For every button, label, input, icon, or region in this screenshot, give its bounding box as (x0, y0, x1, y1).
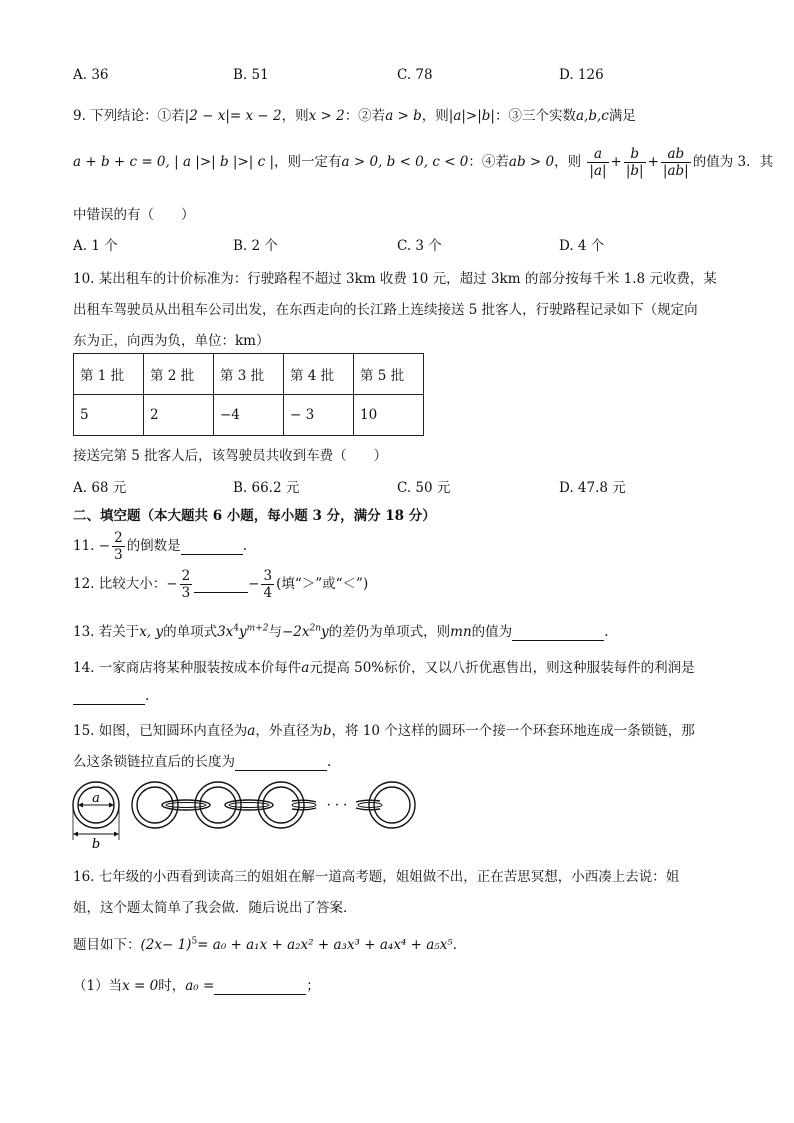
q10-table (73, 353, 424, 436)
q9-choice-c: C. 3 个 (397, 238, 442, 254)
q9-cond: |a|>|b| (448, 108, 495, 124)
q13-term1-y: y (239, 624, 247, 640)
q15-ring-chain-figure (66, 780, 426, 852)
q13-text: 13. 若关于 (73, 624, 140, 640)
table-header-cell: 第 4 批 (284, 354, 354, 395)
q9-fraction-2: $\frac{b}{|b|}$ (625, 146, 644, 179)
q15-text: ，外直径为 (255, 723, 323, 739)
q9-line3: 中错误的有（ ） (73, 207, 195, 223)
q9-text: 的值为 3．其 (692, 154, 774, 170)
q9-line2: a + b + c = 0, | a |>| b |>| c |，则一定有a > 0, b < 0, c < 0：④若ab > 0，则 $\frac{a}{|a|}$ + $\frac{b}{|b|}$ + $\frac{ab}{|ab|}$ 的值为 3．其 (73, 146, 774, 179)
q8-choice-d: D. 126 (559, 67, 604, 83)
q9-text: ，则 (281, 108, 309, 124)
q16-line1: 16. 七年级的小西看到读高三的姐姐在解一道高考题，姐姐做不出，正在苦思冥想，小西凑上去说：姐 (73, 869, 680, 885)
q8-choice-b: B. 51 (233, 67, 269, 83)
ellipsis-dots: · · · (326, 798, 348, 813)
q12-fraction-2: $\frac{3}{4}$ (263, 568, 273, 601)
q16-end: ； (306, 978, 320, 994)
q9-abs-expr: |2 − x|= x − 2 (184, 108, 282, 124)
q9-text: ，则 (554, 154, 582, 170)
q13-mn: mn (450, 624, 472, 640)
table-cell: − 3 (284, 395, 354, 436)
q15-text: ，将 10 个这样的圆环一个接一个环套环地连成一条锁链，那 (331, 723, 695, 739)
q9-choice-a: A. 1 个 (73, 238, 118, 254)
q9-fraction-1: $\frac{a}{|a|}$ (589, 146, 607, 179)
q10-question: 接送完第 5 批客人后，该驾驶员共收到车费（ ） (73, 448, 388, 464)
q9-text: 满足 (608, 108, 636, 124)
q11-end: . (242, 538, 247, 554)
q16-end: ． (452, 937, 467, 953)
chain-ring (258, 782, 304, 828)
q13 (73, 620, 724, 641)
q11-number: 11. (73, 538, 95, 554)
chain-link (225, 800, 273, 810)
table-header-cell: 第 5 批 (354, 354, 424, 395)
q10-choice-d: D. 47.8 元 (559, 480, 626, 496)
q15-line1 (73, 719, 724, 739)
q12-sign: − (248, 576, 260, 592)
q13-text: 的差仍为单项式，则 (328, 624, 451, 640)
q11 (73, 530, 724, 563)
q13-text: 的值为 (471, 624, 513, 640)
q14-text: 14. 一家商店将某种服装按成本价每件 (73, 660, 302, 676)
q13-end: . (604, 624, 609, 640)
q16-text: 题目如下： (73, 937, 141, 953)
q13-exp: 2n (309, 623, 322, 634)
q9-vars: a,b,c (575, 108, 609, 124)
q9-text: ：②若 (344, 108, 386, 124)
q15-answer-blank (235, 754, 327, 771)
q9-choice-d: D. 4 个 (559, 238, 605, 254)
chain-ring (132, 782, 178, 828)
q14-answer-blank (73, 688, 145, 705)
table-row (74, 395, 424, 436)
q10-line3: 东为正，向西为负，单位：km） (73, 333, 270, 349)
q13-text: 的单项式 (163, 624, 218, 640)
q13-exp: m+2 (246, 623, 269, 634)
q16-var: a₀ = (185, 978, 215, 994)
table-header-cell: 第 3 批 (214, 354, 284, 395)
q13-vars: x, y (139, 624, 164, 640)
dimension-label-b: b (91, 837, 101, 852)
q10-choice-c: C. 50 元 (397, 480, 451, 496)
table-cell: 2 (144, 395, 214, 436)
q9-text: ，则一定有 (274, 154, 342, 170)
q11-answer-blank (181, 538, 243, 555)
q13-text: 与 (268, 624, 282, 640)
q12 (73, 568, 724, 601)
q16-expr: (2x− 1) (140, 937, 192, 953)
q9-text: ，则 (421, 108, 449, 124)
table-cell: 5 (74, 395, 144, 436)
q16-rhs: = a₀ + a₁x + a₂x² + a₃x³ + a₄x⁴ + a₅x⁵ (197, 937, 453, 953)
q15-text: 么这条锁链拉直后的长度为 (73, 754, 235, 770)
q9-line1 (73, 104, 724, 124)
q9-cond: a > b (385, 108, 422, 124)
q12-fraction-1: $\frac{2}{3}$ (181, 568, 191, 601)
q13-term1: 3x (217, 624, 234, 640)
dimension-label-a: a (92, 791, 100, 806)
q16-text: 时， (158, 978, 186, 994)
chain-ring (369, 782, 415, 828)
q10-line1: 10. 某出租车的计价标准为：行驶路程不超过 3km 收费 10 元，超过 3km 的部分按每千米 1.8 元收费，某 (73, 271, 717, 287)
q9-cond: a > 0, b < 0, c < 0 (341, 154, 469, 170)
q13-term2: −2x (281, 624, 310, 640)
q15-var: b (322, 723, 332, 739)
section-title: 二、填空题（本大题共 6 小题，每小题 3 分，满分 18 分） (73, 508, 436, 524)
q13-term2-y: y (321, 624, 329, 640)
q9-choices (73, 234, 723, 254)
table-header-cell: 第 2 批 (144, 354, 214, 395)
q13-answer-blank (512, 624, 604, 641)
q9-fraction-3: $\frac{ab}{|ab|}$ (662, 146, 689, 179)
q16-line3 (73, 933, 724, 953)
q11-text: 的倒数是 (126, 538, 181, 554)
q15-text: 15. 如图，已知圆环内直径为 (73, 723, 248, 739)
q16-text: （1）当 (73, 978, 123, 994)
q16-answer-blank (214, 978, 306, 995)
q8-choices (73, 67, 723, 87)
chain-link (162, 800, 210, 810)
q10-choice-b: B. 66.2 元 (233, 480, 300, 496)
q9-choice-b: B. 2 个 (233, 238, 278, 254)
q8-choice-a: A. 36 (73, 67, 109, 83)
q13-exp: 4 (233, 623, 240, 634)
q16-cond: x = 0 (122, 978, 159, 994)
q14-text: 元提高 50%标价，又以八折优惠售出，则这种服装每件的利润是 (309, 660, 695, 676)
q9-text: 9. 下列结论：①若 (73, 108, 185, 124)
table-cell: −4 (214, 395, 284, 436)
q10-line2: 出租车驾驶员从出租车公司出发，在东西走向的长江路上连续接送 5 批客人，行驶路程记录如下（规定向 (73, 302, 698, 318)
q14 (73, 656, 724, 676)
q15-end: . (327, 754, 332, 770)
q9-text: ：④若 (468, 154, 509, 170)
q9-cond: x > 2 (308, 108, 345, 124)
chain-ring (195, 782, 241, 828)
q11-sign: − (98, 538, 111, 554)
q8-choice-c: C. 78 (397, 67, 433, 83)
q16-part1 (73, 974, 724, 995)
q14-var: a (301, 660, 310, 676)
q9-cond: ab > 0 (508, 154, 555, 170)
q12-answer-blank (194, 576, 248, 593)
q11-fraction: $\frac{2}{3}$ (114, 530, 123, 563)
q15-line2 (73, 750, 724, 771)
q16-exp: 5 (191, 936, 198, 947)
q10-choices (73, 476, 723, 496)
q14-line2 (73, 688, 724, 705)
q12-text: 12. 比较大小：− (73, 576, 178, 592)
q15-var: a (247, 723, 256, 739)
q14-end: . (145, 688, 150, 704)
table-cell: 10 (354, 395, 424, 436)
q9-cond: a + b + c = 0, | a |>| b |>| c | (73, 154, 275, 170)
table-header-row (74, 354, 424, 395)
q12-text: (填“＞”或“＜”) (276, 576, 369, 592)
q10-choice-a: A. 68 元 (73, 480, 127, 496)
table-header-cell: 第 1 批 (74, 354, 144, 395)
q16-line2: 姐，这个题太简单了我会做．随后说出了答案． (73, 900, 357, 916)
q9-text: ：③三个实数 (494, 108, 576, 124)
